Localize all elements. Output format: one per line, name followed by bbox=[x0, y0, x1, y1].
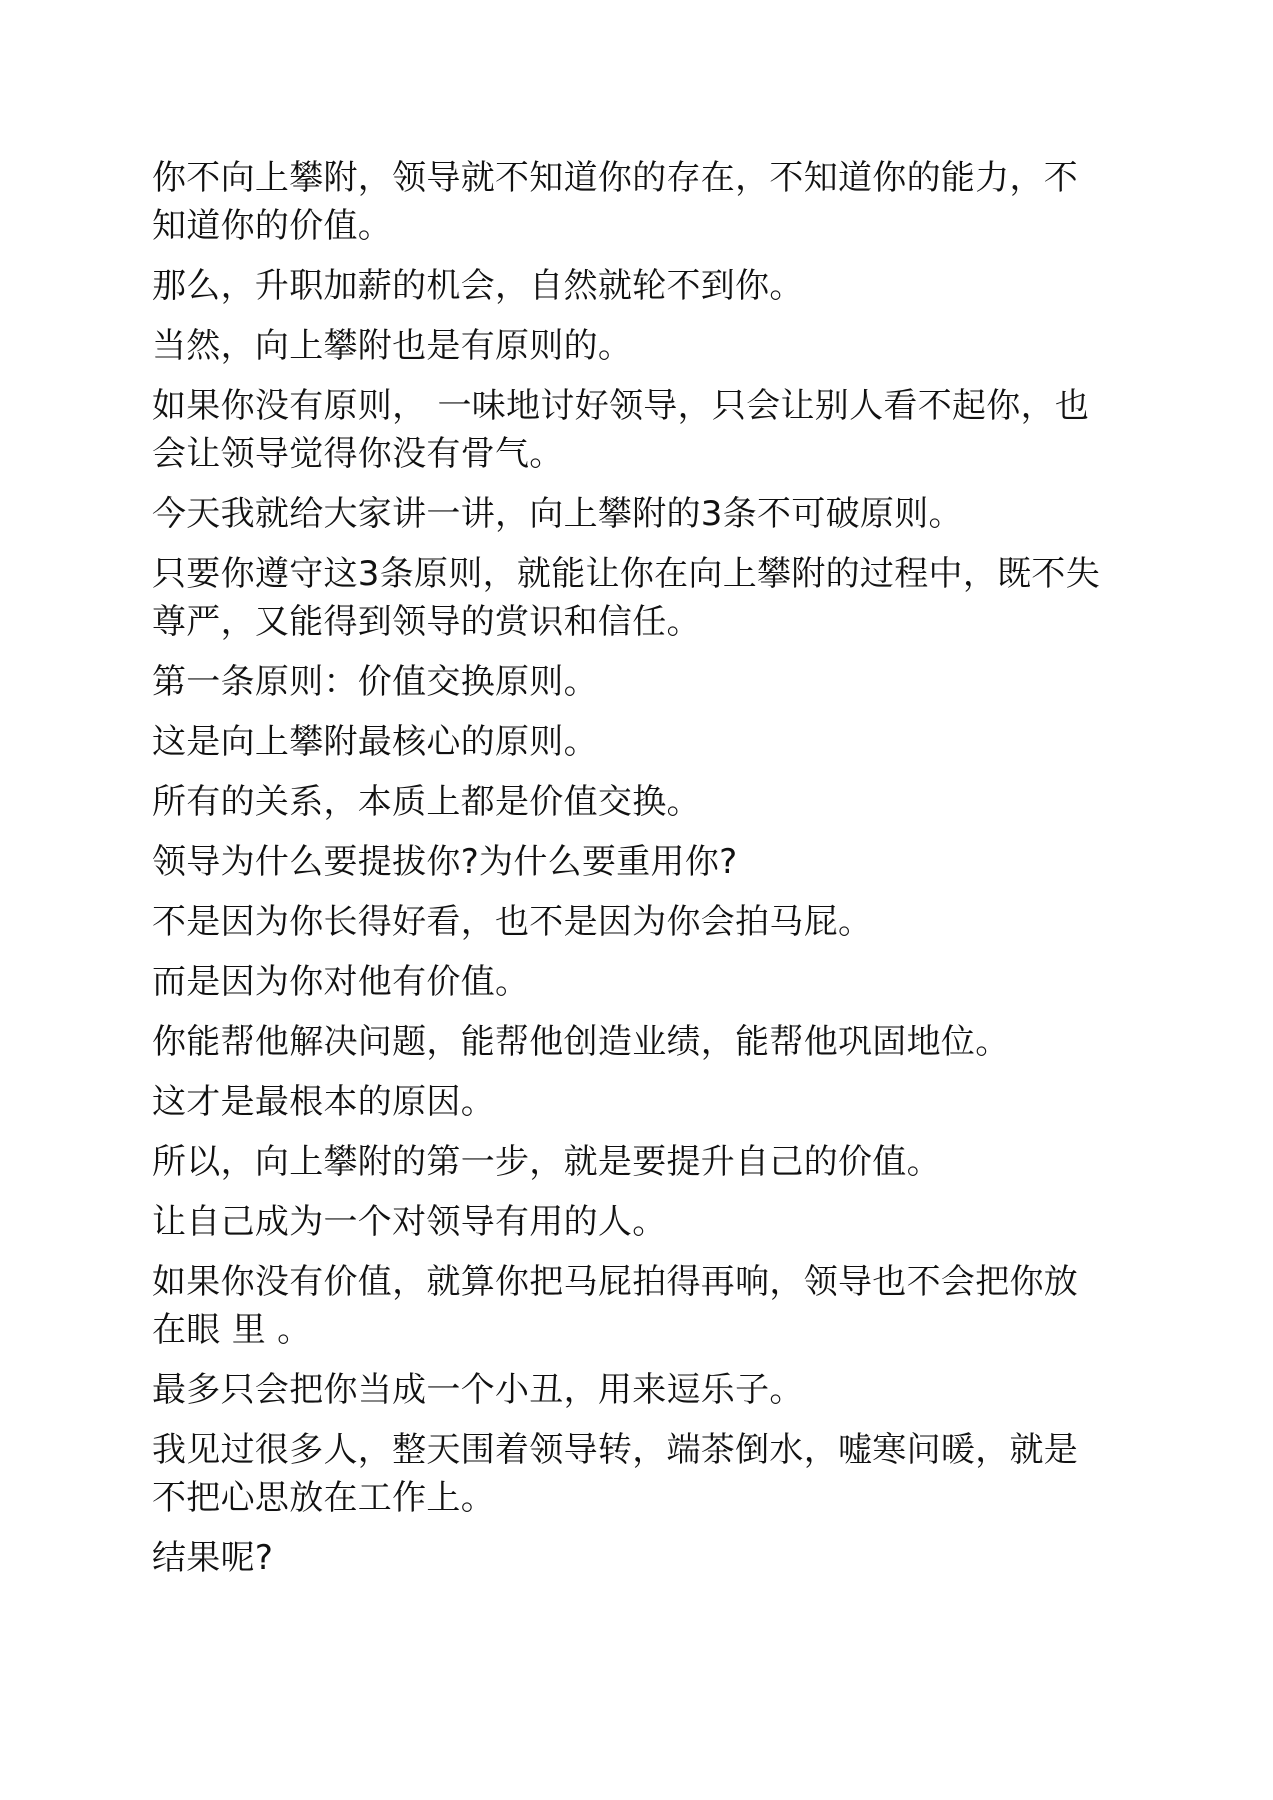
paragraph: 那么，升职加薪的机会，自然就轮不到你。 bbox=[152, 266, 804, 306]
paragraph: 你能帮他解决问题，能帮他创造业绩，能帮他巩固地位。 bbox=[152, 1022, 1010, 1062]
paragraph: 第一条原则：价值交换原则。 bbox=[152, 662, 598, 702]
paragraph: 如果你没有原则， 一味地讨好领导，只会让别人看不起你，也会让领导觉得你没有骨气。 bbox=[152, 386, 1090, 474]
article-body bbox=[152, 154, 1112, 1594]
paragraph: 这是向上攀附最核心的原则。 bbox=[152, 722, 598, 762]
paragraph: 所有的关系，本质上都是价值交换。 bbox=[152, 782, 701, 822]
paragraph: 让自己成为一个对领导有用的人。 bbox=[152, 1202, 667, 1242]
paragraph: 如果你没有价值，就算你把马屁拍得再响，领导也不会把你放在眼 里 。 bbox=[152, 1262, 1079, 1350]
paragraph: 最多只会把你当成一个小丑，用来逗乐子。 bbox=[152, 1370, 804, 1410]
paragraph: 而是因为你对他有价值。 bbox=[152, 962, 530, 1002]
paragraph: 你不向上攀附，领导就不知道你的存在，不知道你的能力，不知道你的价值。 bbox=[152, 158, 1079, 246]
paragraph: 不是因为你长得好看，也不是因为你会拍马屁。 bbox=[152, 902, 873, 942]
paragraph: 只要你遵守这3条原则，就能让你在向上攀附的过程中，既不失尊严，又能得到领导的赏识和信任。 bbox=[152, 554, 1101, 642]
paragraph: 当然，向上攀附也是有原则的。 bbox=[152, 326, 633, 366]
paragraph: 结果呢? bbox=[152, 1538, 274, 1578]
paragraph: 我见过很多人，整天围着领导转，端茶倒水，嘘寒问暖，就是不把心思放在工作上。 bbox=[152, 1430, 1079, 1518]
paragraph: 今天我就给大家讲一讲，向上攀附的3条不可破原则。 bbox=[152, 494, 963, 534]
paragraph: 这才是最根本的原因。 bbox=[152, 1082, 495, 1122]
paragraph: 领导为什么要提拔你?为什么要重用你? bbox=[152, 842, 738, 882]
paragraph: 所以，向上攀附的第一步，就是要提升自己的价值。 bbox=[152, 1142, 941, 1182]
